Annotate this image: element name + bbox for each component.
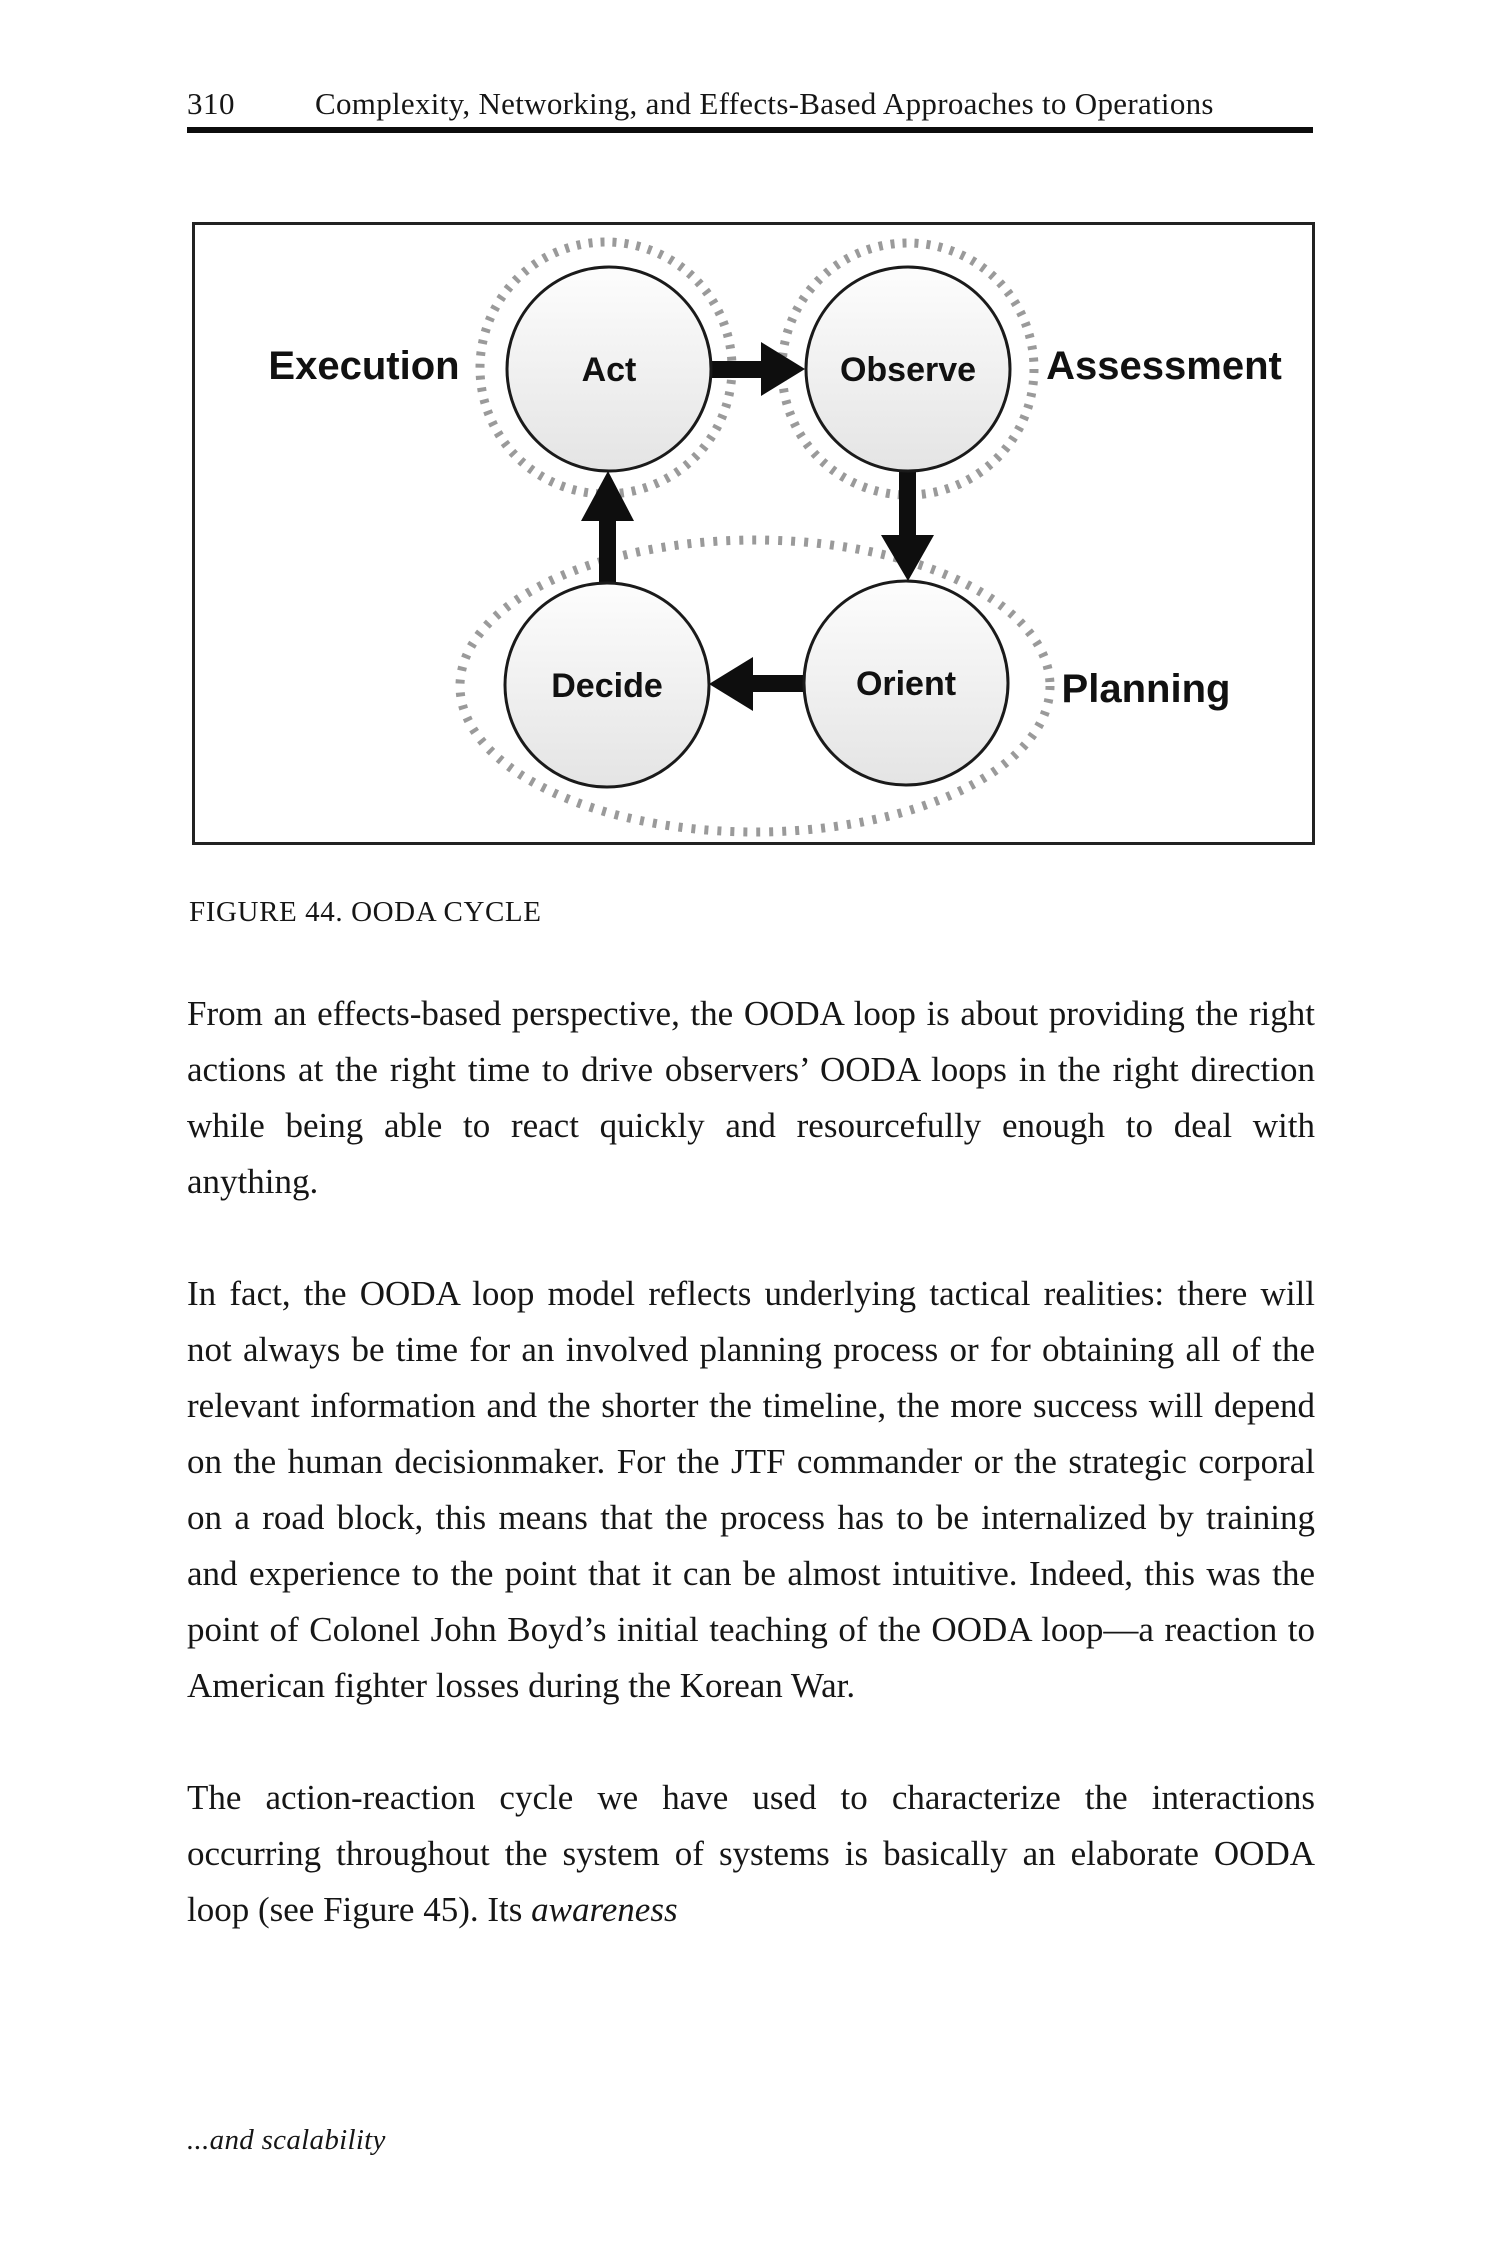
figure-caption: FIGURE 44. OODA CYCLE — [189, 896, 542, 928]
assessment-label: Assessment — [1046, 344, 1282, 388]
running-head-title: Complexity, Networking, and Effects-Based Approaches to Operations — [315, 86, 1214, 121]
figure-ooda-cycle — [192, 222, 1315, 845]
running-footer: ...and scalability — [187, 2124, 386, 2156]
body-text — [187, 986, 1315, 1994]
paragraph-3 — [187, 1770, 1315, 1938]
decide-label: Decide — [551, 667, 663, 705]
header-rule — [187, 127, 1313, 133]
arrow-act-to-observe — [709, 342, 805, 396]
act-label: Act — [581, 351, 637, 389]
ooda-cycle-diagram — [195, 225, 1312, 842]
paragraph-3-italic-word: awareness — [531, 1890, 678, 1929]
arrow-orient-to-decide — [709, 657, 806, 711]
observe-label: Observe — [839, 351, 977, 389]
page-number: 310 — [187, 86, 235, 121]
orient-label: Orient — [855, 665, 957, 703]
paragraph-3-text: The action-reaction cycle we have used to characterize the interactions occurring throughout the system of systems is basically an elaborate OODA loop (see Figure 45). Its — [187, 1778, 1315, 1929]
planning-label: Planning — [1061, 667, 1231, 711]
arrow-observe-to-orient — [881, 469, 934, 581]
paragraph-1: From an effects-based perspective, the OODA loop is about providing the right actions at the right time to drive observers’ OODA loops in the right direction while being able to react quickly and resourcefully enough to deal with anything. — [187, 994, 1315, 1201]
paragraph-2: In fact, the OODA loop model reflects underlying tactical realities: there will not always be time for an involved planning process or for obtaining all of the relevant information and the shorter the timeline, the more success will depend on the human decisionmaker. For the JTF commander or the strategic corporal on a road block, this means that the process has to be internalized by training and experience to the point that it can be almost intuitive. Indeed, this was the point of Colonel John Boyd’s initial teaching of the OODA loop—a reaction to American fighter losses during the Korean War. — [187, 1274, 1315, 1705]
execution-label: Execution — [268, 344, 460, 388]
